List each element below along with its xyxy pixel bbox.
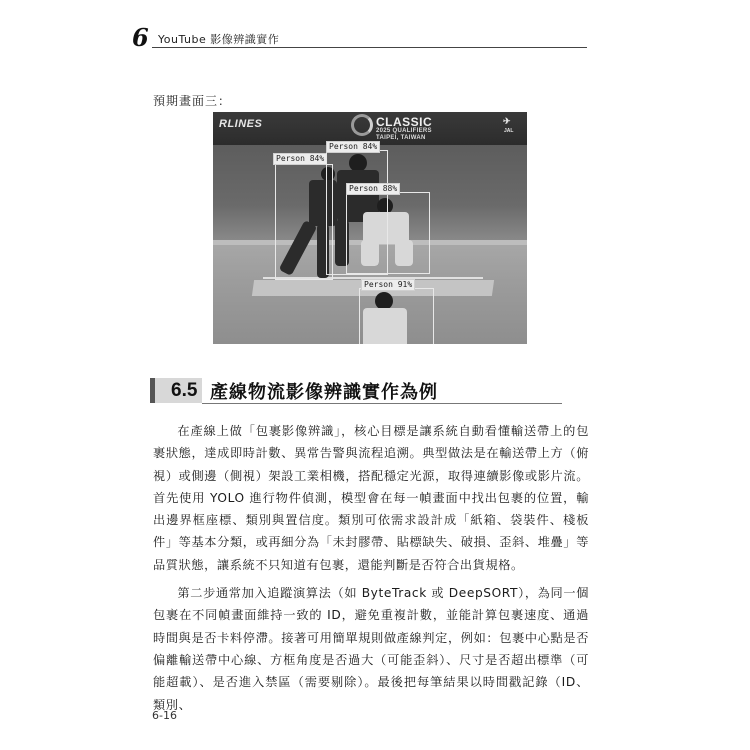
header-rule [152,47,587,48]
wall-sponsor-right: JAL [504,128,514,134]
section-title: 產線物流影像辨識實作為例 [210,382,438,403]
wall-event-location: TAIPEI, TAIWAN [376,135,426,141]
figure-caption: 預期畫面三： [153,94,232,108]
detection-label: Person 84% [326,141,380,153]
wall-event-subtitle [376,128,432,142]
chapter-number: 6 [132,23,149,52]
wall-event-subtitle-line1: 2025 QUALIFIERS [376,128,432,134]
paragraph: 在產線上做「包裹影像辨識」，核心目標是讓系統自動看懂輸送帶上的包裹狀態，達成即時計數、異常告警與流程追溯。典型做法是在輸送帶上方（俯視）或側邊（側視）架設工業相機，搭配穩定光源，取得連續影像或影片流。首先使用 YOLO 進行物件偵測，模型會在每一幀畫面中找出包裹的位置，輸出邊界框座標、類別與置信度。類別可依需求設計成「紙箱、袋裝件、棧板件」等基本分類，或再細分為「未封膠帶、貼標缺失、破損、歪斜、堆疊」等品質狀態，讓系統不只知道有包裹，還能判斷是否符合出貨規格。 [153,424,589,572]
section-heading [150,375,570,407]
detection-figure [213,112,527,344]
classic-logo-icon [351,114,373,136]
wall-sponsor-left: RLINES [219,118,263,130]
section-number-box [150,378,202,403]
section-underline [202,403,562,404]
wall-sponsor-right-logo-icon: ✈ [503,116,511,126]
body-text [153,420,589,722]
detection-label: Person 91% [361,279,415,291]
wall-event-title: CLASSIC [376,115,433,129]
detection-box [346,192,430,274]
page-number: 6-16 [152,709,177,722]
detection-box [275,164,333,280]
detection-label: Person 84% [273,153,327,165]
section-number: 6.5 [171,380,198,401]
paragraph: 第二步通常加入追蹤演算法（如 ByteTrack 或 DeepSORT），為同一個包裹在不同幀畫面維持一致的 ID，避免重複計數，並能計算包裹速度、通過時間與是否卡料停滯。接著可用簡單規則做產線判定，例如：包裹中心點是否偏離輸送帶中心線、方框角度是否過大（可能歪斜）、尺寸是否超出標準（可能超載）、是否進入禁區（需要剔除）。最後把每筆結果以時間戳記錄（ID、類別、 [153,586,589,712]
detection-box [359,288,434,344]
running-title: YouTube 影像辨識實作 [158,33,280,46]
detection-label: Person 88% [346,183,400,195]
